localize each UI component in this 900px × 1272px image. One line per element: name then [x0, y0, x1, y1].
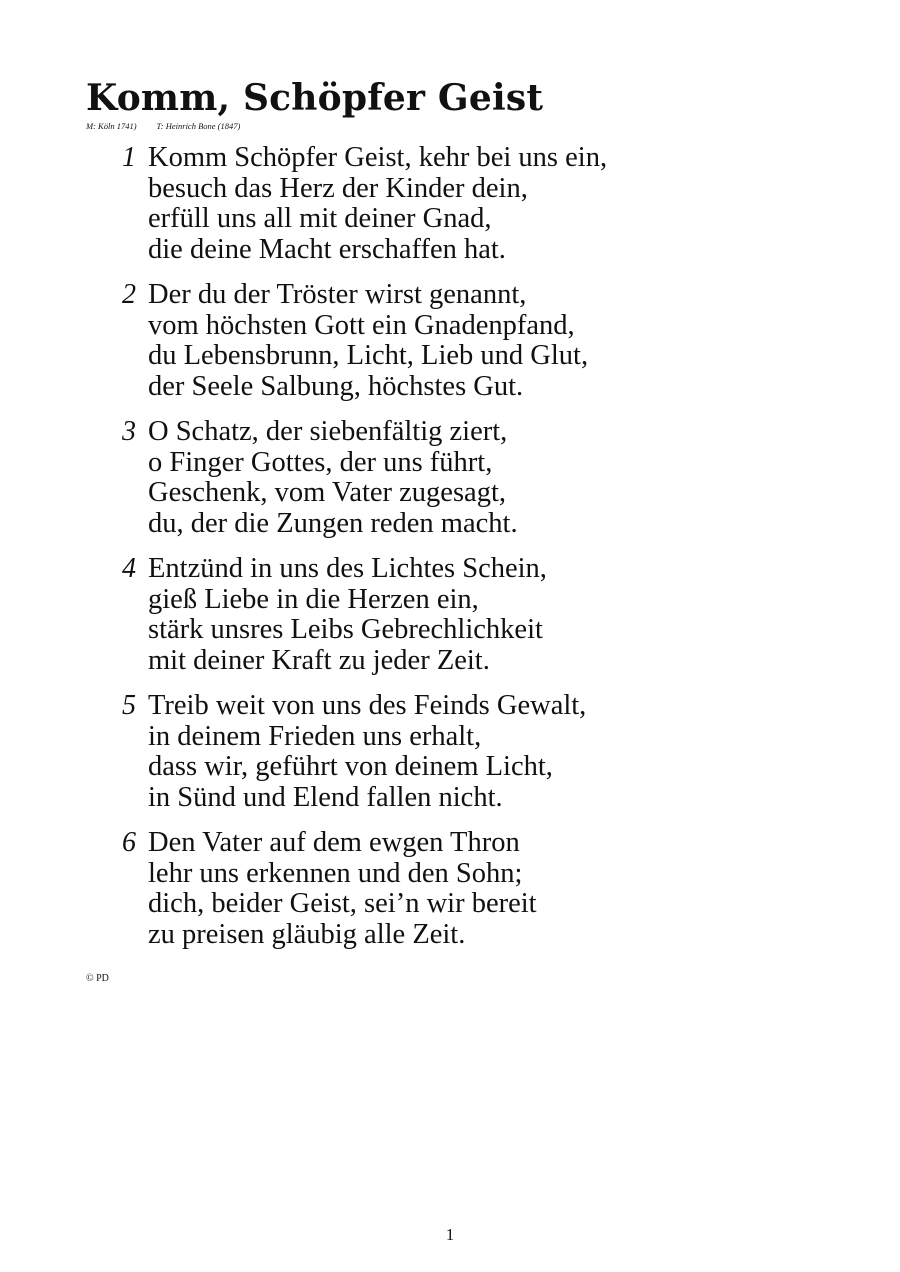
verse [120, 691, 860, 813]
verse [120, 828, 860, 950]
verse-line: besuch das Herz der Kinder dein, [148, 172, 528, 204]
verse-line: vom höchsten Gott ein Gnadenpfand, [148, 309, 575, 341]
verse-number: 5 [122, 690, 136, 721]
verse-line: dass wir, geführt von deinem Licht, [148, 751, 553, 782]
verse-number: 3 [122, 416, 136, 447]
music-credit: M: Köln 1741) [86, 121, 137, 131]
verse-line: zu preisen gläubig alle Zeit. [148, 918, 466, 950]
verse-line: lehr uns erkennen und den Sohn; [148, 857, 523, 889]
verse-line: mit deiner Kraft zu jeder Zeit. [148, 644, 490, 676]
verse-number: 4 [122, 553, 136, 584]
copyright-notice: © PD [86, 973, 109, 984]
verse-list [120, 143, 860, 965]
verse-line: Treib weit von uns des Feinds Gewalt, [148, 690, 587, 721]
verse [120, 280, 860, 402]
credits [86, 120, 240, 132]
verse-line: der Seele Salbung, höchstes Gut. [148, 370, 524, 402]
verse-line: Entzünd in uns des Lichtes Schein, [148, 553, 547, 584]
page-title: Komm, Schöpfer Geist [86, 77, 544, 119]
verse-line: erfüll uns all mit deiner Gnad, [148, 203, 492, 234]
verse-number: 1 [122, 142, 136, 173]
verse [120, 143, 860, 265]
verse [120, 554, 860, 676]
verse-line: gieß Liebe in die Herzen ein, [148, 583, 479, 615]
verse-line: in Sünd und Elend fallen nicht. [148, 781, 503, 813]
verse-number: 2 [122, 279, 136, 310]
verse-line: dich, beider Geist, sei’n wir bereit [148, 888, 537, 919]
verse-line: Komm Schöpfer Geist, kehr bei uns ein, [148, 142, 608, 173]
text-credit: T: Heinrich Bone (1847) [156, 121, 241, 131]
verse-line: du Lebensbrunn, Licht, Lieb und Glut, [148, 340, 589, 371]
verse-line: Der du der Tröster wirst genannt, [148, 279, 527, 310]
verse-line: Den Vater auf dem ewgen Thron [148, 827, 520, 858]
verse-number: 6 [122, 827, 136, 858]
verse-line: O Schatz, der siebenfältig ziert, [148, 416, 508, 447]
verse-line: in deinem Frieden uns erhalt, [148, 720, 482, 752]
verse-line: die deine Macht erschaffen hat. [148, 233, 506, 265]
verse [120, 417, 860, 539]
verse-line: o Finger Gottes, der uns führt, [148, 446, 493, 478]
verse-line: stärk unsres Leibs Gebrechlichkeit [148, 614, 543, 645]
page-number: 1 [445, 1225, 455, 1244]
verse-line: du, der die Zungen reden macht. [148, 507, 518, 539]
verse-line: Geschenk, vom Vater zugesagt, [148, 477, 506, 508]
